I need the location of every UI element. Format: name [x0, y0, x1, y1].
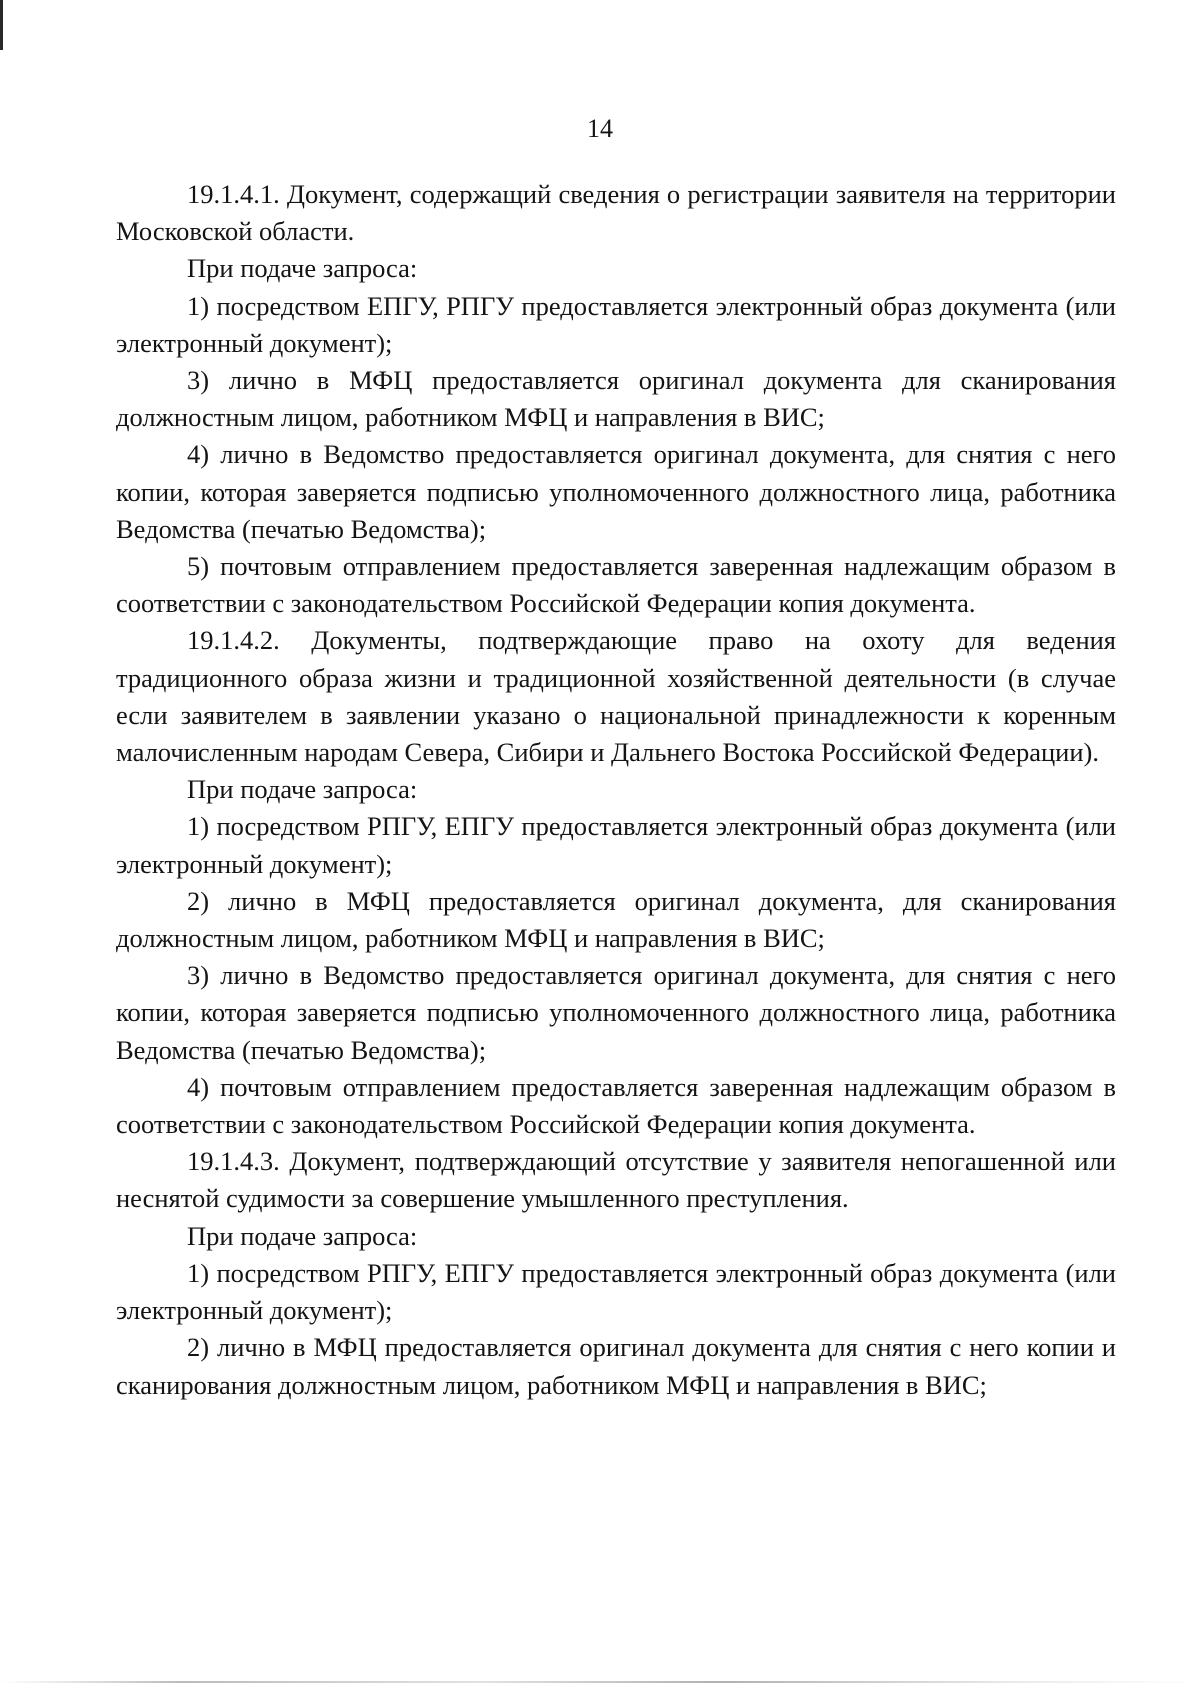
- paragraph-item: 3) лично в МФЦ предоставляется оригинал документа для сканирования должностным лицом, работником МФЦ и направления в ВИС;: [116, 365, 1116, 433]
- page-number: 14: [587, 114, 613, 143]
- paragraph-submission-intro: При подаче запроса:: [187, 1220, 418, 1251]
- paragraph-item: 5) почтовым отправлением предоставляется заверенная надлежащим образом в соответствии с законодательством Российской Федерации копия документа.: [116, 551, 1116, 619]
- document-body: [116, 176, 1116, 1404]
- paragraph-19-1-4-3-title: 19.1.4.3. Документ, подтверждающий отсутствие у заявителя непогашенной или неснятой судимости за совершение умышленного преступления.: [116, 1146, 1116, 1214]
- paragraph-item: 2) лично в МФЦ предоставляется оригинал документа для снятия с него копии и сканирования должностным лицом, работником МФЦ и направления в ВИС;: [116, 1332, 1116, 1400]
- paragraph-item: 4) лично в Ведомство предоставляется оригинал документа, для снятия с него копии, которая заверяется подписью уполномоченного должностного лица, работника Ведомства (печатью Ведомства);: [116, 439, 1116, 544]
- paragraph-submission-intro: При подаче запроса:: [187, 774, 418, 805]
- paragraph-19-1-4-2-title: 19.1.4.2. Документы, подтверждающие право на охоту для ведения традиционного образа жизни и традиционной хозяйственной деятельности (в случае если заявителем в заявлении указано о национальной принадлежности к коренным малочисленным народам Севера, Сибири и Дальнего Востока Российской Федерации).: [116, 625, 1116, 768]
- scan-bottom-edge: [0, 1681, 1200, 1683]
- scan-edge-mark: [0, 0, 3, 50]
- paragraph-submission-intro: При подаче запроса:: [187, 253, 418, 284]
- paragraph-19-1-4-1-title: 19.1.4.1. Документ, содержащий сведения о регистрации заявителя на территории Московской области.: [116, 179, 1116, 247]
- paragraph-item: 3) лично в Ведомство предоставляется оригинал документа, для снятия с него копии, которая заверяется подписью уполномоченного должностного лица, работника Ведомства (печатью Ведомства);: [116, 960, 1116, 1065]
- paragraph-item: 1) посредством ЕПГУ, РПГУ предоставляется электронный образ документа (или электронный документ);: [116, 290, 1116, 358]
- paragraph-item: 1) посредством РПГУ, ЕПГУ предоставляется электронный образ документа (или электронный документ);: [116, 811, 1116, 879]
- paragraph-item: 4) почтовым отправлением предоставляется заверенная надлежащим образом в соответствии с законодательством Российской Федерации копия документа.: [116, 1071, 1116, 1140]
- paragraph-item: 1) посредством РПГУ, ЕПГУ предоставляется электронный образ документа (или электронный документ);: [116, 1257, 1116, 1326]
- paragraph-item: 2) лично в МФЦ предоставляется оригинал документа, для сканирования должностным лицом, работником МФЦ и направления в ВИС;: [116, 885, 1116, 954]
